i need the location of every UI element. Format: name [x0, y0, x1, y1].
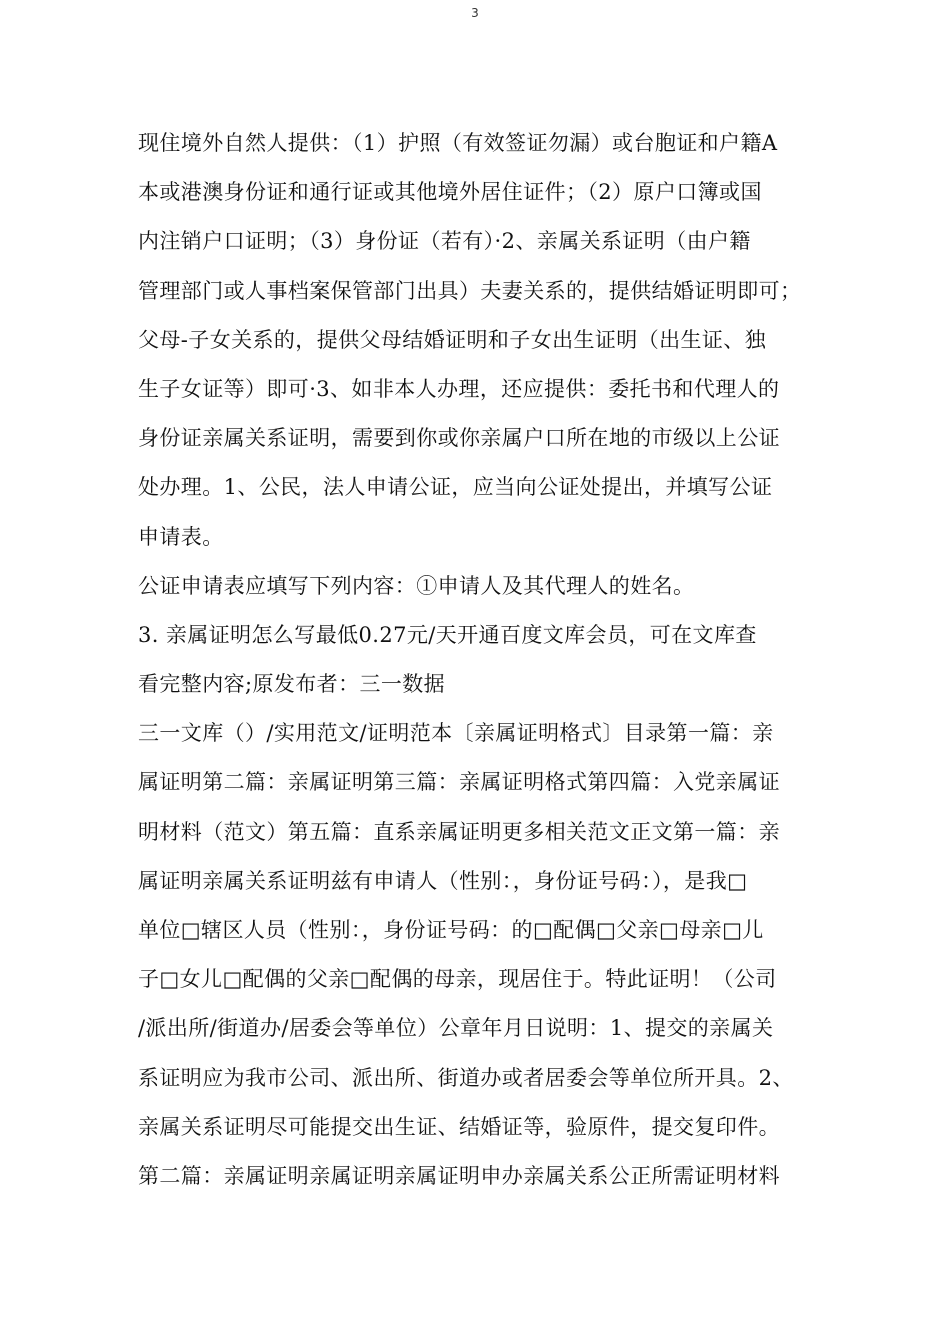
text-line: 子□女儿□配偶的父亲□配偶的母亲，现居住于。特此证明！（公司 — [138, 967, 777, 992]
text-line: 生子女证等）即可·3、如非本人办理，还应提供：委托书和代理人的 — [138, 376, 780, 401]
text-line: 内注销户口证明；（3）身份证（若有）·2、亲属关系证明（由户籍 — [138, 229, 751, 254]
text-line: 亲属关系证明尽可能提交出生证、结婚证等，验原件，提交复印件。 — [138, 1114, 780, 1139]
page-number: 3 — [471, 6, 479, 20]
text-line: 管理部门或人事档案保管部门出具）夫妻关系的，提供结婚证明即可； — [138, 278, 802, 303]
text-line: 单位□辖区人员（性别：，身份证号码：的□配偶□父亲□母亲□儿 — [138, 918, 764, 942]
text-line: 申请表。 — [138, 524, 224, 549]
text-line: 现住境外自然人提供：（1）护照（有效签证勿漏）或台胞证和户籍A — [138, 131, 778, 155]
text-line: 属证明亲属关系证明兹有申请人（性别：，身份证号码：），是我□ — [138, 868, 748, 893]
text-line: 第二篇：亲属证明亲属证明亲属证明申办亲属关系公正所需证明材料 — [138, 1163, 780, 1188]
text-line: 看完整内容;原发布者：三一数据 — [138, 672, 446, 697]
document-body — [138, 119, 818, 1201]
text-line: 系证明应为我市公司、派出所、街道办或者居委会等单位所开具。2、 — [138, 1065, 794, 1090]
text-line: 三一文库（）/实用范文/证明范本〔亲属证明格式〕目录第一篇：亲 — [138, 721, 774, 746]
text-line: 属证明第二篇：亲属证明第三篇：亲属证明格式第四篇：入党亲属证 — [138, 770, 780, 795]
text-line: 明材料（范文）第五篇：直系亲属证明更多相关范文正文第一篇：亲 — [138, 819, 780, 844]
text-line: 3. 亲属证明怎么写最低0.27元/天开通百度文库会员，可在文库查 — [138, 622, 757, 647]
text-line: 本或港澳身份证和通行证或其他境外居住证件；（2）原户口簿或国 — [138, 180, 762, 205]
text-line: 处办理。1、公民，法人申请公证，应当向公证处提出，并填写公证 — [138, 475, 773, 500]
text-line: 父母-子女关系的，提供父母结婚证明和子女出生证明（出生证、独 — [138, 327, 767, 352]
text-line: 公证申请表应填写下列内容：①申请人及其代理人的姓名。 — [138, 573, 695, 598]
text-line: 身份证亲属关系证明，需要到你或你亲属户口所在地的市级以上公证 — [138, 426, 780, 451]
text-line: /派出所/街道办/居委会等单位）公章年月日说明：1、提交的亲属关 — [138, 1016, 774, 1041]
